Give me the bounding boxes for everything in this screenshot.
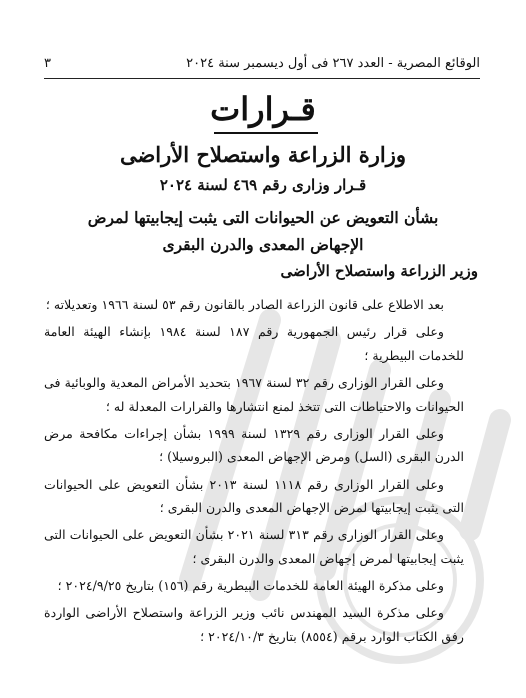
preamble-paragraph: وعلى مذكرة السيد المهندس نائب وزير الزراعة واستصلاح الأراضى الواردة رفق الكتاب الوارد برقم (٨٥٥٤) بتاريخ ٢٠٢٤/١٠/٣ ؛ bbox=[44, 605, 464, 644]
page-header bbox=[44, 52, 480, 74]
preamble-paragraph: وعلى القرار الوزارى رقم ٣١٣ لسنة ٢٠٢١ بشأن التعويض على الحيوانات التى يثبت إيجابيتها لمرض إجهاض المعدى والدرن البقرى ؛ bbox=[44, 527, 464, 566]
section-title: قـرارات bbox=[210, 90, 316, 128]
decree-number: قـرار وزارى رقم ٤٦٩ لسنة ٢٠٢٤ bbox=[159, 176, 367, 194]
gazette-issue-info: الوقائع المصرية - العدد ٢٦٧ فى أول ديسمبر سنة ٢٠٢٤ bbox=[186, 55, 480, 71]
title-underline bbox=[214, 132, 318, 134]
minister-heading: وزير الزراعة واستصلاح الأراضى bbox=[280, 262, 478, 280]
ministry-heading: وزارة الزراعة واستصلاح الأراضى bbox=[119, 142, 407, 167]
decree-subject: بشأن التعويض عن الحيوانات التى يثبت إيجابيتها لمرض الإجهاض المعدى والدرن البقرى bbox=[87, 208, 439, 254]
page-number: ٣ bbox=[44, 55, 51, 71]
preamble-paragraph: وعلى القرار الوزارى رقم ١٣٢٩ لسنة ١٩٩٩ بشأن إجراءات مكافحة مرض الدرن البقرى (السل) ومرض الإجهاض المعدى (البروسيلا) ؛ bbox=[44, 425, 464, 465]
preamble-paragraph: وعلى قرار رئيس الجمهورية رقم ١٨٧ لسنة ١٩٨٤ بإنشاء الهيئة العامة للخدمات البيطرية ؛ bbox=[44, 324, 464, 363]
preamble-paragraph: بعد الاطلاع على قانون الزراعة الصادر بالقانون رقم ٥٣ لسنة ١٩٦٦ وتعديلاته ؛ bbox=[45, 297, 444, 312]
header-divider bbox=[44, 78, 480, 79]
preamble-paragraph: وعلى مذكرة الهيئة العامة للخدمات البيطرية رقم (١٥٦) بتاريخ ٢٠٢٤/٩/٢٥ ؛ bbox=[57, 578, 444, 594]
preamble-paragraph: وعلى القرار الوزارى رقم ٣٢ لسنة ١٩٦٧ بتحديد الأمراض المعدية والوبائية فى الحيوانات والاحتياطات التى تتخذ لمنع انتشارها والقرارات المعدلة له ؛ bbox=[44, 374, 464, 414]
preamble-paragraph: وعلى القرار الوزارى رقم ١١١٨ لسنة ٢٠١٣ بشأن التعويض على الحيوانات التى يثبت إيجابيتها لمرض الإجهاض المعدى والدرن البقرى ؛ bbox=[44, 476, 464, 516]
decree-body bbox=[44, 293, 464, 652]
